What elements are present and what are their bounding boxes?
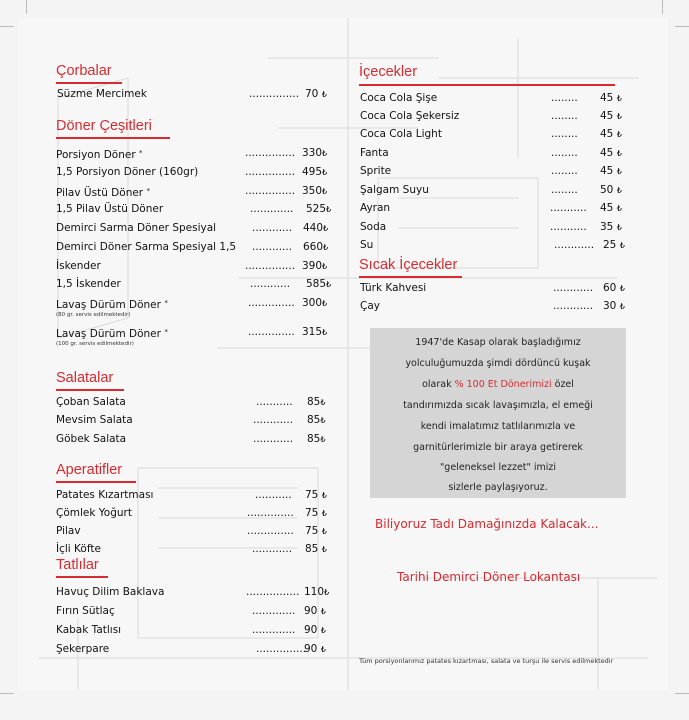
item-dots: ............: [253, 433, 294, 445]
star-mark: *: [164, 299, 168, 307]
item-price: 75: [305, 507, 319, 519]
title-underline: [359, 276, 462, 278]
about-line: "geleneksel lezzet" imizi: [439, 462, 557, 473]
item-name: Coca Cola Light: [360, 128, 442, 140]
about-line: garnitürlerimizle bir araya getirerek: [413, 442, 583, 453]
item-dots: ........: [551, 165, 578, 177]
item-name: Mevsim Salata: [56, 414, 133, 426]
item-name: İskender: [56, 260, 101, 272]
star-mark: *: [164, 328, 168, 336]
item-price: 440: [303, 222, 324, 234]
title-underline: [56, 389, 124, 391]
item-dots: ........: [551, 92, 578, 104]
item-price: 90: [304, 605, 318, 617]
item-name: Coca Cola Şişe: [360, 92, 438, 104]
currency: ₺: [616, 223, 622, 232]
item-name: Göbek Salata: [56, 433, 127, 445]
item-dots: ...........: [256, 396, 293, 408]
currency: ₺: [616, 94, 622, 103]
title-underline: [56, 481, 136, 483]
item-price: 585: [306, 278, 327, 290]
item-name: Demirci Sarma Döner Spesiyal: [56, 222, 217, 234]
item-price: 85: [307, 433, 321, 445]
section-title-aperatifler: Aperatifler: [56, 462, 123, 478]
item-name: Patates Kızartması: [56, 489, 154, 501]
item-name: Fırın Sütlaç: [56, 605, 115, 617]
item-price: 45: [600, 165, 614, 177]
item-price: 300: [302, 297, 323, 309]
item-name: Süzme Mercimek: [57, 88, 147, 100]
currency: ₺: [619, 284, 625, 293]
item-dots: ........: [551, 184, 578, 196]
currency: ₺: [321, 90, 327, 99]
item-dots: .............: [252, 624, 296, 636]
item-dots: ...........: [255, 489, 292, 501]
item-dots: .............: [250, 203, 294, 215]
about-line: 1947'de Kasap olarak başladığımız: [415, 337, 581, 348]
currency: ₺: [321, 527, 327, 536]
item-dots: ............: [554, 239, 595, 251]
currency: ₺: [322, 168, 328, 177]
currency: ₺: [320, 607, 326, 616]
star-mark: *: [146, 187, 150, 195]
item-dots: ..............: [248, 297, 295, 309]
currency: ₺: [616, 112, 622, 121]
currency: ₺: [322, 149, 328, 158]
currency: ₺: [619, 241, 625, 250]
currency: ₺: [616, 130, 622, 139]
about-text: olarak: [422, 379, 455, 390]
item-dots: ...............: [245, 260, 296, 272]
item-price: 75: [305, 525, 319, 537]
currency: ₺: [320, 435, 326, 444]
item-name: Soda: [360, 221, 387, 233]
item-dots: ............: [250, 278, 291, 290]
item-name: İçli Köfte: [56, 543, 101, 555]
item-name: Su: [360, 239, 374, 251]
item-price: 30: [603, 300, 617, 312]
currency: ₺: [326, 205, 332, 214]
item-price: 315: [302, 326, 323, 338]
item-dots: ................: [246, 586, 300, 598]
currency: ₺: [323, 224, 329, 233]
section-title-corbalar: Çorbalar: [56, 63, 112, 79]
item-name: Havuç Dilim Baklava: [56, 586, 165, 598]
item-name: Coca Cola Şekersiz: [360, 110, 460, 122]
item-price: 45: [600, 92, 614, 104]
about-line: kendi imalatımız tatlılarımızla ve: [420, 421, 576, 432]
item-name: Lavaş Dürüm Döner: [56, 299, 161, 311]
about-line: yolculuğumuzda şimdi dördüncü kuşak: [405, 358, 591, 369]
item-dots: ...............: [245, 166, 296, 178]
item-dots: ........: [551, 128, 578, 140]
item-dots: ...........: [550, 221, 587, 233]
section-title-tatlilar: Tatlılar: [56, 557, 99, 573]
item-price: 25: [603, 239, 617, 251]
item-price: 330: [302, 147, 323, 159]
title-underline: [56, 137, 170, 139]
item-price: 495: [302, 166, 323, 178]
item-price: 90: [304, 643, 318, 655]
item-price: 85: [307, 414, 321, 426]
about-text: özel: [551, 379, 574, 390]
item-dots: .............: [252, 605, 296, 617]
item-price: 75: [305, 489, 319, 501]
item-name: Porsiyon Döner: [56, 149, 136, 161]
currency: ₺: [322, 299, 328, 308]
item-name: Ayran: [360, 202, 391, 214]
item-price: 45: [600, 147, 614, 159]
currency: ₺: [322, 187, 328, 196]
footer-note: Tüm porsiyonlarımız patates kızartması, salata ve turşu ile servis edilmektedir: [359, 657, 614, 665]
item-price: 350: [302, 185, 323, 197]
title-underline: [56, 82, 122, 84]
currency: ₺: [326, 280, 332, 289]
item-name: 1,5 Porsiyon Döner (160gr): [56, 166, 199, 178]
currency: ₺: [320, 398, 326, 407]
restaurant-name: Tarihi Demirci Döner Lokantası: [397, 570, 581, 584]
currency: ₺: [321, 545, 327, 554]
item-dots: ............: [253, 414, 294, 426]
item-note: (100 gr. servis edilmektedir): [56, 341, 134, 347]
item-name: Çay: [360, 300, 380, 312]
item-dots: ............: [252, 241, 293, 253]
item-dots: ...............: [245, 185, 296, 197]
currency: ₺: [324, 588, 330, 597]
item-name: Çoban Salata: [56, 396, 126, 408]
item-name: Şekerpare: [56, 643, 110, 655]
section-title-icecekler: İçecekler: [359, 64, 418, 80]
item-name: Kabak Tatlısı: [56, 624, 122, 636]
item-name: Lavaş Dürüm Döner: [56, 328, 161, 340]
item-price: 45: [600, 110, 614, 122]
item-price: 35: [600, 221, 614, 233]
item-note: (80 gr. servis edilmektedir): [56, 312, 131, 318]
currency: ₺: [320, 645, 326, 654]
item-dots: ...........: [550, 202, 587, 214]
item-name: 1,5 Pilav Üstü Döner: [56, 203, 164, 215]
item-name: Şalgam Suyu: [360, 184, 429, 196]
about-line: sizlerle paylaşıyoruz.: [448, 482, 548, 493]
item-name: Demirci Döner Sarma Spesiyal 1,5: [56, 241, 237, 253]
item-dots: ............: [553, 300, 594, 312]
currency: ₺: [619, 302, 625, 311]
currency: ₺: [322, 262, 328, 271]
currency: ₺: [616, 204, 622, 213]
item-name: Türk Kahvesi: [360, 282, 427, 294]
item-dots: ..............: [247, 525, 294, 537]
title-underline: [359, 84, 615, 86]
about-line: [370, 374, 626, 395]
item-name: 1,5 İskender: [56, 278, 121, 290]
item-price: 70: [305, 88, 319, 100]
item-dots: ........: [551, 110, 578, 122]
currency: ₺: [320, 416, 326, 425]
item-dots: ...............: [256, 643, 307, 655]
section-title-salatalar: Salatalar: [56, 370, 114, 386]
item-price: 60: [603, 282, 617, 294]
item-price: 660: [303, 241, 324, 253]
currency: ₺: [616, 149, 622, 158]
item-price: 390: [302, 260, 323, 272]
item-price: 45: [600, 128, 614, 140]
currency: ₺: [321, 491, 327, 500]
item-name: Sprite: [360, 165, 392, 177]
item-dots: ...............: [245, 147, 296, 159]
item-dots: ..............: [248, 326, 295, 338]
item-price: 85: [305, 543, 319, 555]
item-name: Fanta: [360, 147, 389, 159]
item-name: Çömlek Yoğurt: [56, 507, 132, 519]
item-name: Pilav: [56, 525, 81, 537]
currency: ₺: [616, 167, 622, 176]
about-line: tandırımızda sıcak lavaşımızla, el emeği: [403, 400, 593, 411]
title-underline: [56, 576, 108, 578]
item-dots: ............: [252, 222, 293, 234]
item-dots: ..............: [247, 507, 294, 519]
currency: ₺: [320, 626, 326, 635]
item-price: 45: [600, 202, 614, 214]
star-mark: *: [139, 149, 143, 157]
item-dots: ........: [551, 147, 578, 159]
item-dots: ...............: [249, 88, 300, 100]
currency: ₺: [321, 509, 327, 518]
section-title-sicak: Sıcak İçecekler: [359, 257, 458, 273]
section-title-doner: Döner Çeşitleri: [56, 118, 152, 134]
item-dots: ............: [252, 543, 293, 555]
item-price: 85: [307, 396, 321, 408]
slogan: Biliyoruz Tadı Damağınızda Kalacak...: [375, 517, 599, 531]
currency: ₺: [616, 186, 622, 195]
about-box: [370, 328, 626, 498]
item-name: Pilav Üstü Döner: [56, 187, 144, 199]
item-price: 110: [304, 586, 325, 598]
item-price: 50: [600, 184, 614, 196]
currency: ₺: [322, 328, 328, 337]
about-highlight: % 100 Et Dönerimizi: [454, 379, 552, 390]
item-price: 90: [304, 624, 318, 636]
item-price: 525: [306, 203, 327, 215]
currency: ₺: [323, 243, 329, 252]
item-dots: ............: [553, 282, 594, 294]
